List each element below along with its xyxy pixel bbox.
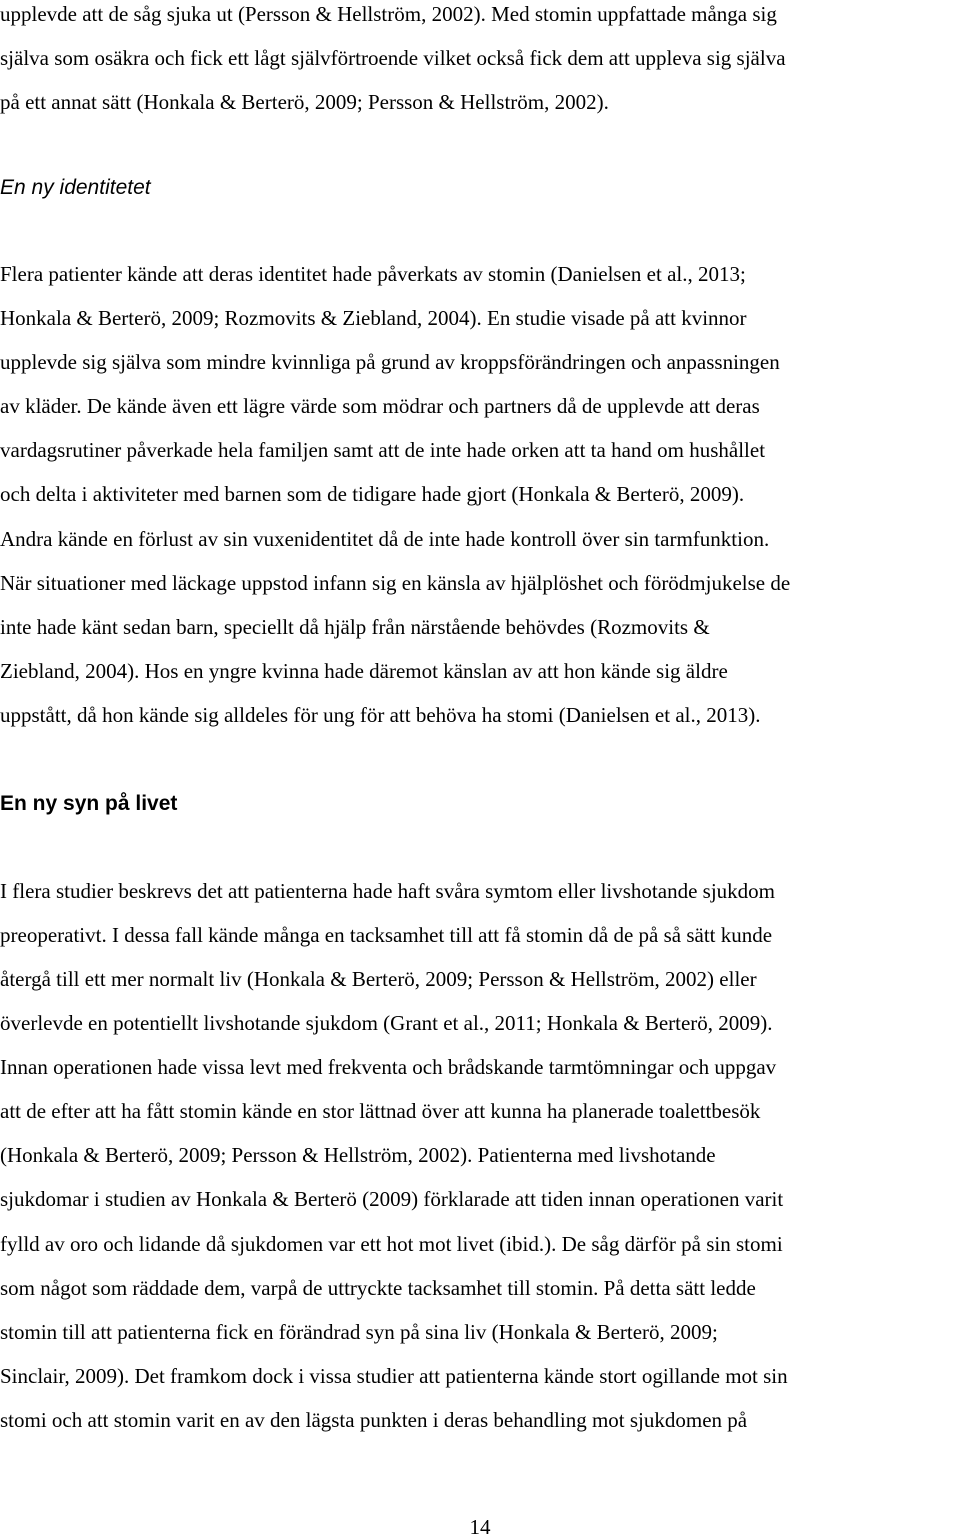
text-line: preoperativt. I dessa fall kände många en tacksamhet till att få stomin då de på så sätt kunde bbox=[0, 923, 773, 947]
text-line: stomin till att patienterna fick en förändrad syn på sina liv (Honkala & Berterö, 2009; bbox=[0, 1320, 718, 1344]
text-line: och delta i aktiviteter med barnen som de tidigare hade gjort (Honkala & Berterö, 2009). bbox=[0, 482, 745, 506]
text-line: stomi och att stomin varit en av den lägsta punkten i deras behandling mot sjukdomen på bbox=[0, 1408, 748, 1432]
text-line: (Honkala & Berterö, 2009; Persson & Hellström, 2002). Patienterna med livshotande bbox=[0, 1143, 716, 1167]
text-line: sjukdomar i studien av Honkala & Berterö (2009) förklarade att tiden innan operationen varit bbox=[0, 1187, 784, 1211]
text-line: vardagsrutiner påverkade hela familjen samt att de inte hade orken att ta hand om hushållet bbox=[0, 438, 766, 462]
text-line: I flera studier beskrevs det att patienterna hade haft svåra symtom eller livshotande sjukdom bbox=[0, 879, 776, 903]
text-line: När situationer med läckage uppstod infann sig en känsla av hjälplöshet och förödmjukelse de bbox=[0, 571, 791, 595]
text-line: att de efter att ha fått stomin kände en stor lättnad över att kunna ha planerade toalettbesök bbox=[0, 1099, 761, 1123]
text-line: fylld av oro och lidande då sjukdomen var ett hot mot livet (ibid.). De såg därför på sin stomi bbox=[0, 1232, 783, 1256]
text-line: Andra kände en förlust av sin vuxenidentitet då de inte hade kontroll över sin tarmfunktion. bbox=[0, 527, 770, 551]
text-line: Honkala & Berterö, 2009; Rozmovits & Ziebland, 2004). En studie visade på att kvinnor bbox=[0, 306, 747, 330]
text-line: upplevde att de såg sjuka ut (Persson & Hellström, 2002). Med stomin uppfattade många sig bbox=[0, 2, 777, 26]
text-line: Ziebland, 2004). Hos en yngre kvinna hade däremot känslan av att hon kände sig äldre bbox=[0, 659, 728, 683]
page-number: 14 bbox=[469, 1515, 491, 1539]
text-line: som något som räddade dem, varpå de uttryckte tacksamhet till stomin. På detta sätt ledde bbox=[0, 1276, 756, 1300]
section-heading: En ny syn på livet bbox=[0, 792, 178, 815]
section-heading: En ny identitetet bbox=[0, 176, 151, 199]
text-line: återgå till ett mer normalt liv (Honkala & Berterö, 2009; Persson & Hellström, 2002) eller bbox=[0, 967, 757, 991]
text-line: upplevde sig själva som mindre kvinnliga på grund av kroppsförändringen och anpassningen bbox=[0, 350, 780, 374]
text-line: överlevde en potentiellt livshotande sjukdom (Grant et al., 2011; Honkala & Berterö, 2009). bbox=[0, 1011, 773, 1035]
text-line: uppstått, då hon kände sig alldeles för ung för att behöva ha stomi (Danielsen et al., 2013). bbox=[0, 703, 761, 727]
text-line: själva som osäkra och fick ett lågt självförtroende vilket också fick dem att uppleva sig själva bbox=[0, 46, 786, 70]
text-line: inte hade känt sedan barn, speciellt då hjälp från närstående behövdes (Rozmovits & bbox=[0, 615, 710, 639]
text-line: av kläder. De kände även ett lägre värde som mödrar och partners då de upplevde att deras bbox=[0, 394, 760, 418]
text-line: Sinclair, 2009). Det framkom dock i vissa studier att patienterna kände stort ogillande mot sin bbox=[0, 1364, 788, 1388]
text-line: Innan operationen hade vissa levt med frekventa och brådskande tarmtömningar och uppgav bbox=[0, 1055, 777, 1079]
text-line: på ett annat sätt (Honkala & Berterö, 2009; Persson & Hellström, 2002). bbox=[0, 90, 609, 114]
text-line: Flera patienter kände att deras identitet hade påverkats av stomin (Danielsen et al., 2013; bbox=[0, 262, 746, 286]
